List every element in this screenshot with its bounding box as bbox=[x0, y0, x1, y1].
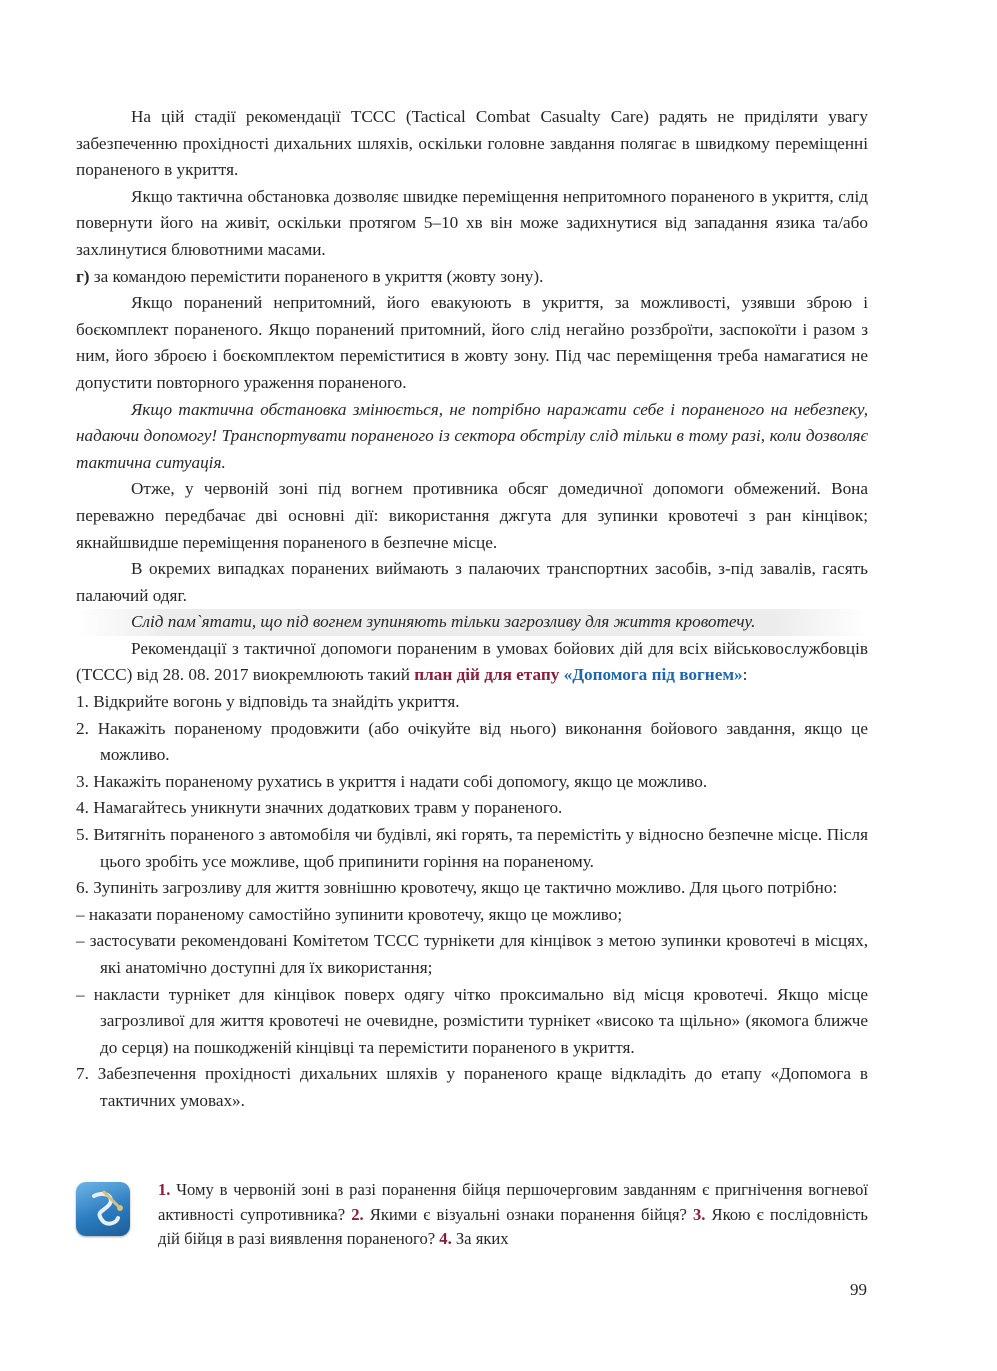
item-marker: г) bbox=[76, 266, 90, 286]
question-1-number: 1. bbox=[158, 1180, 171, 1199]
step-7: 7. Забезпечення прохідності дихальних шляхів у пораненого краще відкладіть до етапу «Допомога в тактичних умовах». bbox=[76, 1064, 868, 1110]
question-4: За яких bbox=[451, 1229, 509, 1249]
page-number: 99 bbox=[850, 1280, 867, 1299]
paragraph-9-text: Рекомендації з тактичної допомоги пораненим в умовах бойових дій для всіх військовослужбовців (TCCC) від 28. 08. 2017 виокремлюють такий bbox=[76, 638, 868, 685]
paragraph-2: Якщо тактична обстановка дозволяє швидке переміщення непритомного пораненого в укриття, слід повернути його на живіт, оскільки протягом 5–10 хв він може задихнутися від западання язика та/або захлинутися блювотними масами. bbox=[76, 186, 868, 259]
step-6: 6. Зупиніть загрозливу для життя зовнішню кровотечу, якщо це тактично можливо. Для цього потрібно: bbox=[76, 878, 838, 898]
questions-text bbox=[158, 1178, 868, 1252]
paragraph-3-text: за командою перемістити пораненого в укриття (жовту зону). bbox=[89, 266, 544, 286]
review-questions bbox=[76, 1178, 868, 1268]
paragraph-4: Якщо поранений непритомний, його евакуюють в укриття, за можливості, узявши зброю і боєкомплект пораненого. Якщо поранений притомний, його слід негайно роззброїти, заспокоїти і разом з ним, його зброєю і боєкомплектом переміститися в жовту зону. Під час переміщення треба намагатися не допустити повторного ураження пораненого. bbox=[76, 293, 868, 392]
question-2-number: 2. bbox=[351, 1204, 364, 1224]
question-1: Чому в червоній зоні в разі поранення бійця першочерговим завданням є пригнічення вогневої активності супротивника? bbox=[158, 1180, 868, 1224]
question-3-number: 3. bbox=[692, 1204, 706, 1224]
paragraph-7: В окремих випадках поранених виймають з палаючих транспортних засобів, з-під завалів, гасять палаючий одяг. bbox=[76, 559, 868, 605]
page-body bbox=[76, 104, 868, 1115]
step-4: 4. Намагайтесь уникнути значних додаткових травм у пораненого. bbox=[76, 798, 563, 818]
dash-item-1: – наказати пораненому самостійно зупинити кровотечу, якщо це можливо; bbox=[76, 904, 623, 924]
question-3: Якою є послідовність дій бійця в разі виявлення пораненого? bbox=[158, 1204, 868, 1249]
paragraph-6: Отже, у червоній зоні під вогнем противника обсяг домедичної допомоги обмежений. Вона переважно передбачає дві основні дії: використання джгута для зупинки кровотечі з ран кінцівок; якнайшвидше переміщення пораненого в безпечне місце. bbox=[76, 479, 868, 552]
paragraph-9 bbox=[76, 636, 868, 689]
step-2: 2. Накажіть пораненому продовжити (або очікуйте від нього) виконання бойового завдання, якщо це можливо. bbox=[76, 718, 868, 765]
step-1: 1. Відкрийте вогонь у відповідь та знайдіть укриття. bbox=[76, 692, 460, 712]
questions-badge-icon bbox=[76, 1182, 130, 1236]
paragraph-9-end: : bbox=[742, 665, 748, 685]
question-4-number: 4. bbox=[439, 1229, 452, 1249]
highlighted-note: Слід пам`ятати, що під вогнем зупиняють тільки загрозливу для життя кровотечу. bbox=[76, 609, 868, 636]
step-3: 3. Накажіть пораненому рухатись в укриття і надати собі допомогу, якщо це можливо. bbox=[76, 771, 708, 791]
paragraph-3 bbox=[76, 264, 868, 291]
plan-highlight: план дій для етапу bbox=[414, 665, 560, 685]
dash-item-3: – накласти турнікет для кінцівок поверх одягу чітко проксимально від місця кровотечі. Якщо місце загрозливої для життя кровотечі не очевидне, розмістити турнікет «високо та щільно» (якомога ближче до серця) на пошкодженій кінцівці та перемістити пораненого в укриття. bbox=[76, 984, 868, 1057]
dash-item-2: – застосувати рекомендовані Комітетом ТССС турнікети для кінцівок з метою зупинки кровотечі в місцях, які анатомічно доступні для їх використання; bbox=[76, 931, 868, 977]
paragraph-1: На цій стадії рекомендації TCCC (Tactical Combat Casualty Care) радять не приділяти увагу забезпеченню прохідності дихальних шляхів, оскільки головне завдання полягає в швидкому переміщенні пораненого в укриття. bbox=[76, 107, 868, 180]
step-5: 5. Витягніть пораненого з автомобіля чи будівлі, які горять, та перемістіть у відносно безпечне місце. Після цього зробіть усе можливе, щоб припинити горіння на пораненому. bbox=[76, 825, 868, 871]
paragraph-5-italic: Якщо тактична обстановка змінюється, не потрібно наражати себе і пораненого на небезпеку, надаючи допомогу! Транспортувати пораненого із сектора обстрілу слід тільки в тому разі, коли дозволяє тактична ситуація. bbox=[76, 399, 868, 472]
question-2: Якими є візуальні ознаки поранення бійця? bbox=[363, 1204, 693, 1224]
stage-name: «Допомога під вогнем» bbox=[563, 665, 743, 685]
